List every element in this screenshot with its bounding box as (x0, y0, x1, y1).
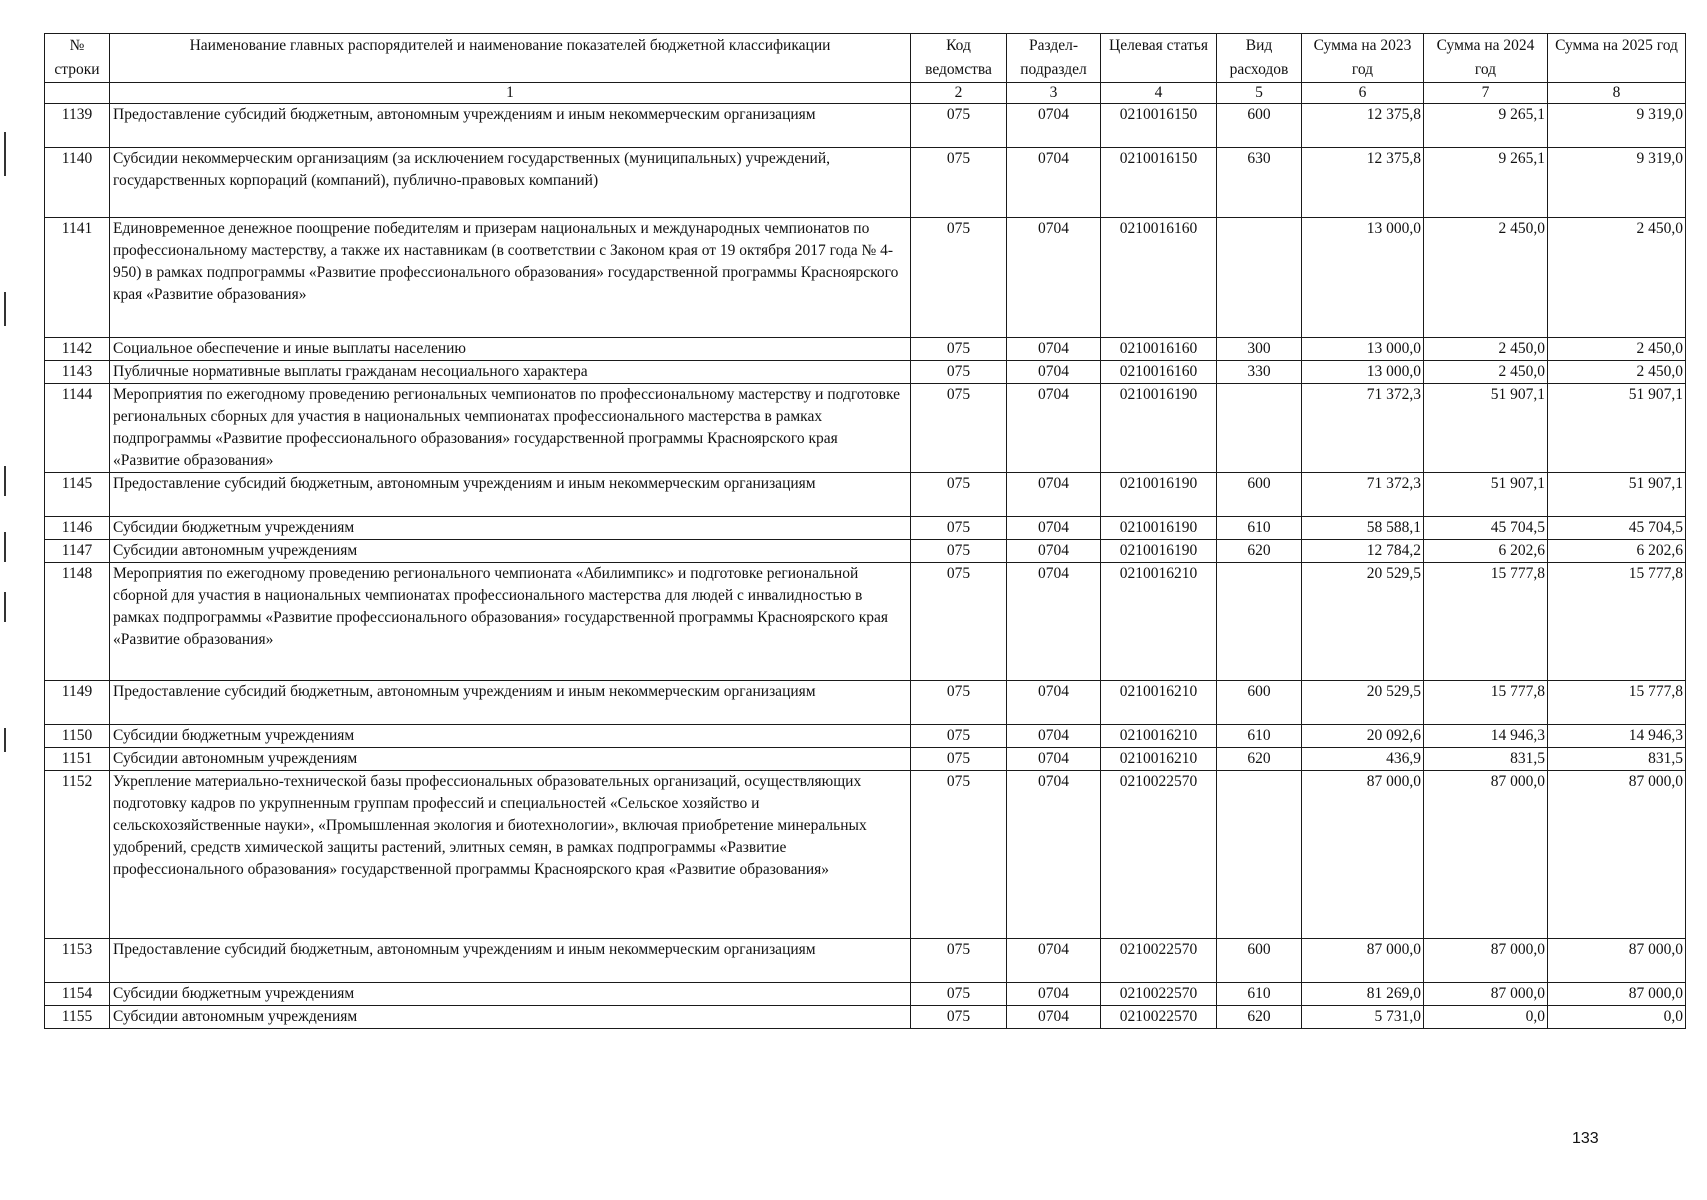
row-section: 0704 (1007, 517, 1101, 540)
row-name: Субсидии бюджетным учреждениям (110, 983, 911, 1006)
row-exp-type: 610 (1217, 725, 1302, 748)
row-name: Единовременное денежное поощрение победителям и призерам национальных и международных чемпионатов по профессиональному мастерству, а также их наставникам (в соответствии с Законом края от 19 октября 2017 года № 4-950) в рамках подпрограммы «Развитие профессионального образования» государственной программы Красноярского края «Развитие образования» (110, 218, 911, 338)
row-sum-2024: 0,0 (1424, 1006, 1548, 1029)
row-sum-2025: 2 450,0 (1548, 361, 1686, 384)
row-exp-type: 630 (1217, 148, 1302, 218)
row-name: Субсидии автономным учреждениям (110, 1006, 911, 1029)
row-sum-2024: 2 450,0 (1424, 218, 1548, 338)
row-sum-2023: 13 000,0 (1302, 361, 1424, 384)
table-row (45, 338, 1686, 361)
budget-table (44, 33, 1686, 1029)
row-number: 1146 (45, 517, 110, 540)
row-sum-2024: 87 000,0 (1424, 939, 1548, 983)
row-section: 0704 (1007, 563, 1101, 681)
row-number: 1144 (45, 384, 110, 473)
row-sum-2025: 45 704,5 (1548, 517, 1686, 540)
row-sum-2024: 45 704,5 (1424, 517, 1548, 540)
row-section: 0704 (1007, 748, 1101, 771)
row-exp-type: 600 (1217, 939, 1302, 983)
margin-mark (4, 292, 6, 326)
row-section: 0704 (1007, 1006, 1101, 1029)
row-sum-2025: 0,0 (1548, 1006, 1686, 1029)
row-sum-2024: 2 450,0 (1424, 338, 1548, 361)
row-target: 0210016160 (1101, 218, 1217, 338)
column-number (45, 83, 110, 104)
row-exp-type: 300 (1217, 338, 1302, 361)
row-sum-2023: 436,9 (1302, 748, 1424, 771)
row-number: 1153 (45, 939, 110, 983)
row-sum-2023: 20 529,5 (1302, 681, 1424, 725)
row-number: 1147 (45, 540, 110, 563)
row-name: Предоставление субсидий бюджетным, автономным учреждениям и иным некоммерческим организациям (110, 104, 911, 148)
row-number: 1154 (45, 983, 110, 1006)
row-section: 0704 (1007, 148, 1101, 218)
page-number: 133 (1572, 1130, 1599, 1147)
row-sum-2023: 81 269,0 (1302, 983, 1424, 1006)
column-number: 1 (110, 83, 911, 104)
margin-mark (4, 592, 6, 622)
row-exp-type: 600 (1217, 681, 1302, 725)
header-section: Раздел-подраздел (1007, 34, 1101, 83)
row-sum-2025: 87 000,0 (1548, 771, 1686, 939)
row-dept: 075 (911, 338, 1007, 361)
row-dept: 075 (911, 148, 1007, 218)
row-sum-2024: 51 907,1 (1424, 473, 1548, 517)
header-sum-2023: Сумма на 2023 год (1302, 34, 1424, 83)
row-sum-2025: 2 450,0 (1548, 218, 1686, 338)
row-dept: 075 (911, 771, 1007, 939)
row-sum-2023: 20 092,6 (1302, 725, 1424, 748)
table-row (45, 218, 1686, 338)
row-exp-type (1217, 384, 1302, 473)
table-row (45, 681, 1686, 725)
row-sum-2024: 51 907,1 (1424, 384, 1548, 473)
row-dept: 075 (911, 540, 1007, 563)
row-target: 0210016150 (1101, 148, 1217, 218)
row-sum-2025: 9 319,0 (1548, 148, 1686, 218)
row-target: 0210016190 (1101, 540, 1217, 563)
row-sum-2023: 87 000,0 (1302, 771, 1424, 939)
row-number: 1142 (45, 338, 110, 361)
margin-mark (4, 728, 6, 752)
header-exp-type: Вид расходов (1217, 34, 1302, 83)
row-exp-type: 600 (1217, 473, 1302, 517)
row-target: 0210016210 (1101, 725, 1217, 748)
row-name: Предоставление субсидий бюджетным, автономным учреждениям и иным некоммерческим организациям (110, 939, 911, 983)
row-target: 0210022570 (1101, 771, 1217, 939)
row-section: 0704 (1007, 983, 1101, 1006)
row-target: 0210016150 (1101, 104, 1217, 148)
column-number: 6 (1302, 83, 1424, 104)
row-sum-2025: 2 450,0 (1548, 338, 1686, 361)
row-sum-2024: 831,5 (1424, 748, 1548, 771)
table-row (45, 104, 1686, 148)
row-dept: 075 (911, 983, 1007, 1006)
row-section: 0704 (1007, 771, 1101, 939)
row-name: Предоставление субсидий бюджетным, автономным учреждениям и иным некоммерческим организациям (110, 681, 911, 725)
header-sum-2024: Сумма на 2024 год (1424, 34, 1548, 83)
column-number: 8 (1548, 83, 1686, 104)
column-number: 5 (1217, 83, 1302, 104)
table-row (45, 771, 1686, 939)
row-target: 0210016210 (1101, 563, 1217, 681)
row-sum-2023: 12 784,2 (1302, 540, 1424, 563)
row-section: 0704 (1007, 473, 1101, 517)
row-name: Субсидии автономным учреждениям (110, 748, 911, 771)
table-row (45, 725, 1686, 748)
column-number: 4 (1101, 83, 1217, 104)
row-dept: 075 (911, 939, 1007, 983)
row-section: 0704 (1007, 725, 1101, 748)
header-target: Целевая статья (1101, 34, 1217, 83)
row-sum-2024: 6 202,6 (1424, 540, 1548, 563)
row-number: 1150 (45, 725, 110, 748)
table-row (45, 983, 1686, 1006)
row-name: Субсидии бюджетным учреждениям (110, 725, 911, 748)
row-name: Субсидии бюджетным учреждениям (110, 517, 911, 540)
row-number: 1152 (45, 771, 110, 939)
row-exp-type: 330 (1217, 361, 1302, 384)
row-section: 0704 (1007, 681, 1101, 725)
row-number: 1140 (45, 148, 110, 218)
table-row (45, 148, 1686, 218)
row-exp-type (1217, 218, 1302, 338)
header-name: Наименование главных распорядителей и наименование показателей бюджетной классификации (110, 34, 911, 83)
row-number: 1155 (45, 1006, 110, 1029)
row-sum-2023: 12 375,8 (1302, 104, 1424, 148)
row-dept: 075 (911, 725, 1007, 748)
header-row-no: № строки (45, 34, 110, 83)
row-number: 1151 (45, 748, 110, 771)
row-name: Мероприятия по ежегодному проведению региональных чемпионатов по профессиональному мастерству и подготовке региональных сборных для участия в национальных чемпионатах профессионального мастерства в рамках подпрограммы «Развитие профессионального образования» государственной программы Красноярского края «Развитие образования» (110, 384, 911, 473)
table-row (45, 563, 1686, 681)
row-sum-2025: 87 000,0 (1548, 939, 1686, 983)
row-dept: 075 (911, 517, 1007, 540)
row-number: 1139 (45, 104, 110, 148)
row-sum-2025: 87 000,0 (1548, 983, 1686, 1006)
row-dept: 075 (911, 361, 1007, 384)
row-sum-2025: 15 777,8 (1548, 563, 1686, 681)
table-header-row (45, 34, 1686, 83)
row-target: 0210022570 (1101, 983, 1217, 1006)
row-sum-2024: 15 777,8 (1424, 563, 1548, 681)
row-dept: 075 (911, 563, 1007, 681)
row-sum-2024: 2 450,0 (1424, 361, 1548, 384)
row-target: 0210016160 (1101, 338, 1217, 361)
row-exp-type: 620 (1217, 748, 1302, 771)
row-name: Социальное обеспечение и иные выплаты населению (110, 338, 911, 361)
row-sum-2025: 831,5 (1548, 748, 1686, 771)
row-sum-2025: 51 907,1 (1548, 473, 1686, 517)
row-number: 1145 (45, 473, 110, 517)
row-target: 0210016160 (1101, 361, 1217, 384)
row-target: 0210016210 (1101, 748, 1217, 771)
row-sum-2023: 12 375,8 (1302, 148, 1424, 218)
row-exp-type: 620 (1217, 540, 1302, 563)
table-row (45, 748, 1686, 771)
row-exp-type: 620 (1217, 1006, 1302, 1029)
row-name: Субсидии некоммерческим организациям (за исключением государственных (муниципальных) учреждений, государственных корпораций (компаний), публично-правовых компаний) (110, 148, 911, 218)
row-section: 0704 (1007, 939, 1101, 983)
row-sum-2024: 87 000,0 (1424, 983, 1548, 1006)
header-sum-2025: Сумма на 2025 год (1548, 34, 1686, 83)
row-sum-2024: 14 946,3 (1424, 725, 1548, 748)
row-dept: 075 (911, 218, 1007, 338)
row-name: Предоставление субсидий бюджетным, автономным учреждениям и иным некоммерческим организациям (110, 473, 911, 517)
row-dept: 075 (911, 384, 1007, 473)
column-number-row (45, 83, 1686, 104)
row-number: 1148 (45, 563, 110, 681)
margin-mark (4, 466, 6, 496)
row-section: 0704 (1007, 218, 1101, 338)
row-sum-2023: 87 000,0 (1302, 939, 1424, 983)
row-exp-type: 610 (1217, 517, 1302, 540)
row-sum-2024: 9 265,1 (1424, 104, 1548, 148)
row-target: 0210022570 (1101, 939, 1217, 983)
row-exp-type: 610 (1217, 983, 1302, 1006)
margin-mark (4, 132, 6, 176)
row-section: 0704 (1007, 338, 1101, 361)
row-sum-2023: 13 000,0 (1302, 218, 1424, 338)
row-target: 0210016190 (1101, 517, 1217, 540)
row-section: 0704 (1007, 104, 1101, 148)
row-dept: 075 (911, 104, 1007, 148)
row-sum-2023: 71 372,3 (1302, 384, 1424, 473)
row-number: 1149 (45, 681, 110, 725)
row-name: Укрепление материально-технической базы профессиональных образовательных организаций, осуществляющих подготовку кадров по укрупненным группам профессий и специальностей «Сельское хозяйство и сельскохозяйственные науки», «Промышленная экология и биотехнологии», включая приобретение минеральных удобрений, средств химической защиты растений, элитных семян, в рамках подпрограммы «Развитие профессионального образования» государственной программы Красноярского края «Развитие образования» (110, 771, 911, 939)
row-target: 0210016190 (1101, 384, 1217, 473)
row-sum-2023: 13 000,0 (1302, 338, 1424, 361)
row-name: Публичные нормативные выплаты гражданам несоциального характера (110, 361, 911, 384)
row-section: 0704 (1007, 384, 1101, 473)
row-sum-2025: 14 946,3 (1548, 725, 1686, 748)
table-row (45, 473, 1686, 517)
row-number: 1141 (45, 218, 110, 338)
table-row (45, 939, 1686, 983)
row-sum-2024: 15 777,8 (1424, 681, 1548, 725)
row-target: 0210016190 (1101, 473, 1217, 517)
row-section: 0704 (1007, 361, 1101, 384)
column-number: 3 (1007, 83, 1101, 104)
row-dept: 075 (911, 1006, 1007, 1029)
table-row (45, 361, 1686, 384)
row-target: 0210016210 (1101, 681, 1217, 725)
table-row (45, 540, 1686, 563)
table-row (45, 517, 1686, 540)
row-sum-2023: 5 731,0 (1302, 1006, 1424, 1029)
row-sum-2025: 51 907,1 (1548, 384, 1686, 473)
row-dept: 075 (911, 681, 1007, 725)
row-sum-2025: 6 202,6 (1548, 540, 1686, 563)
row-exp-type: 600 (1217, 104, 1302, 148)
row-target: 0210022570 (1101, 1006, 1217, 1029)
table-row (45, 384, 1686, 473)
row-dept: 075 (911, 748, 1007, 771)
row-exp-type (1217, 771, 1302, 939)
row-section: 0704 (1007, 540, 1101, 563)
header-dept: Код ведомства (911, 34, 1007, 83)
row-name: Мероприятия по ежегодному проведению регионального чемпионата «Абилимпикс» и подготовке региональной сборной для участия в национальных чемпионатах профессионального мастерства для людей с инвалидностью в рамках подпрограммы «Развитие профессионального образования» государственной программы Красноярского края «Развитие образования» (110, 563, 911, 681)
row-sum-2024: 87 000,0 (1424, 771, 1548, 939)
row-sum-2024: 9 265,1 (1424, 148, 1548, 218)
column-number: 2 (911, 83, 1007, 104)
row-exp-type (1217, 563, 1302, 681)
row-dept: 075 (911, 473, 1007, 517)
column-number: 7 (1424, 83, 1548, 104)
row-sum-2025: 15 777,8 (1548, 681, 1686, 725)
row-number: 1143 (45, 361, 110, 384)
table-row (45, 1006, 1686, 1029)
row-sum-2023: 58 588,1 (1302, 517, 1424, 540)
row-sum-2025: 9 319,0 (1548, 104, 1686, 148)
row-name: Субсидии автономным учреждениям (110, 540, 911, 563)
margin-mark (4, 532, 6, 562)
row-sum-2023: 20 529,5 (1302, 563, 1424, 681)
row-sum-2023: 71 372,3 (1302, 473, 1424, 517)
